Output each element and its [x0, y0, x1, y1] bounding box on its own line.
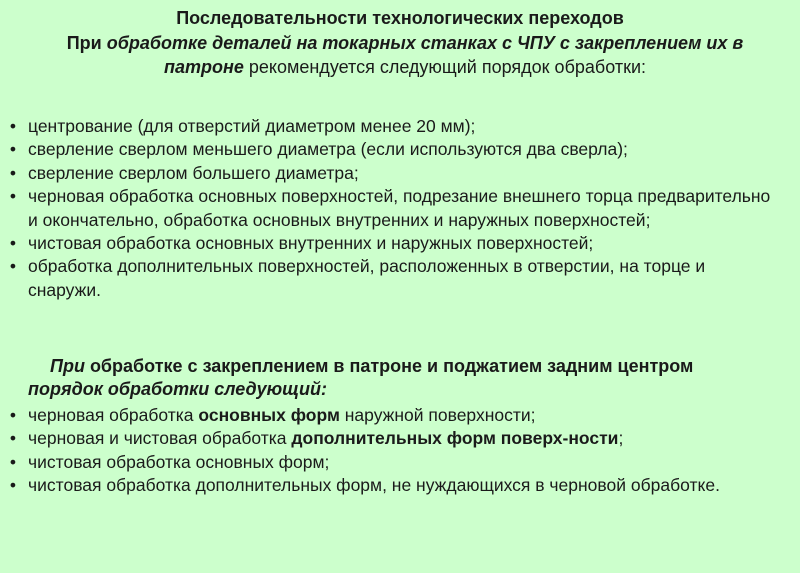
- order-list-tailstock: [0, 404, 780, 498]
- list-item-text: черновая обработка основных поверхностей, подрезание внешнего торца предварительно и окончательно, обработка основных внутренних и наружных поверхностей;: [28, 186, 771, 230]
- list-item-text: центрование (для отверстий диаметром менее 20 мм);: [28, 116, 476, 136]
- bullet-icon: •: [9, 451, 17, 472]
- list-item-text: сверление сверлом меньшего диаметра (если используются два сверла);: [28, 139, 628, 160]
- list-item-text: чистовая обработка основных внутренних и наружных поверхностей;: [28, 233, 594, 254]
- list-item-pre: чистовая обработка основных форм;: [28, 451, 330, 472]
- list-item: [0, 404, 780, 427]
- tailstock-paragraph: [28, 355, 748, 402]
- slide-title: Последовательности технологических переходов: [176, 8, 624, 28]
- list-item-pre: черновая обработка: [28, 405, 199, 425]
- list-item: [0, 162, 780, 185]
- bullet-icon: •: [9, 428, 17, 449]
- list-item: [0, 185, 780, 232]
- list-item-pre: чистовая обработка дополнительных форм, не нуждающихся в черновой обработке.: [28, 475, 720, 496]
- list-item-pre: черновая и чистовая обработка: [28, 428, 292, 449]
- order-list-chuck: [0, 115, 780, 302]
- mid-emphasis: порядок обработки следующий:: [28, 379, 327, 400]
- bullet-icon: •: [9, 162, 17, 183]
- list-item-post: ;: [618, 428, 624, 449]
- intro-tail: рекомендуется следующий порядок обработки:: [243, 57, 647, 77]
- intro-emphasis: обработке деталей на токарных станках с ЧПУ с закреплением их в патроне: [106, 33, 744, 77]
- list-item: [0, 451, 780, 474]
- list-item: [0, 255, 780, 302]
- bullet-icon: •: [9, 405, 17, 425]
- bullet-icon: •: [9, 256, 17, 277]
- list-item: [0, 427, 780, 450]
- intro-lead: При: [66, 33, 107, 53]
- list-item: [0, 115, 780, 138]
- list-item-post: наружной поверхности;: [339, 405, 536, 425]
- list-item: [0, 232, 780, 255]
- mid-lead: При: [50, 356, 85, 376]
- bullet-icon: •: [9, 139, 17, 160]
- list-item-text: обработка дополнительных поверхностей, расположенных в отверстии, на торце и снаружи.: [28, 256, 706, 300]
- bullet-icon: •: [9, 475, 17, 496]
- list-item-bold: основных форм: [198, 405, 340, 425]
- bullet-icon: •: [9, 186, 17, 207]
- bullet-icon: •: [9, 116, 17, 136]
- list-item: [0, 474, 780, 497]
- list-item: [0, 138, 780, 161]
- bullet-icon: •: [9, 233, 17, 254]
- intro-paragraph: [40, 31, 770, 79]
- mid-text: обработке с закреплением в патроне и поджатием задним центром: [84, 356, 694, 376]
- list-item-bold: дополнительных форм поверх-ности: [291, 428, 619, 449]
- list-item-text: сверление сверлом большего диаметра;: [28, 162, 359, 183]
